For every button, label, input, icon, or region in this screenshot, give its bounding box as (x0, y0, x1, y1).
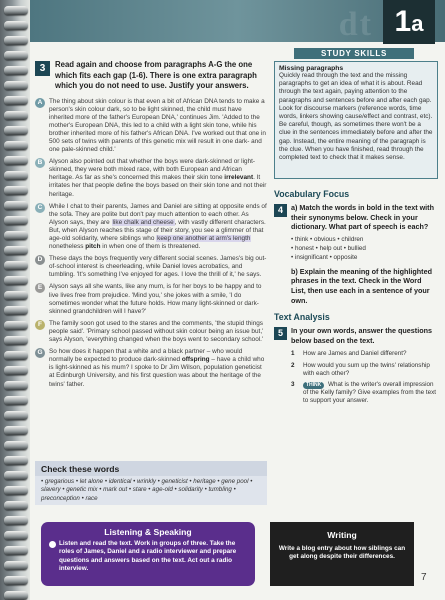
spiral-ring (4, 471, 28, 480)
page-number: 7 (421, 572, 427, 583)
check-word: • geneticist (157, 478, 190, 485)
spiral-ring (4, 126, 28, 135)
paragraph-a (35, 98, 267, 155)
task-4-part-a: a) Match the words in bold in the text with their synonyms below. Check in your dictionary. What part of speech is each? (291, 203, 434, 232)
task-3-number: 3 (35, 61, 50, 76)
question-1-text: How are James and Daniel different? (303, 350, 407, 358)
spiral-ring (4, 306, 28, 315)
spiral-ring (4, 321, 28, 330)
task-3-instruction: Read again and choose from paragraphs A-G the one which fits each gap (1-6). There is one extra paragraph which you do not need to use. Justify your answers. (55, 60, 257, 90)
question-2-number: 2 (291, 361, 295, 369)
spiral-binding (0, 0, 30, 600)
question-3-number: 3 (291, 380, 295, 388)
paragraph-letter-g: G (35, 348, 45, 358)
spiral-ring (4, 156, 28, 165)
spiral-ring (4, 576, 28, 585)
paragraph-e (35, 283, 267, 315)
task-5-number: 5 (274, 327, 287, 340)
vocabulary-focus-heading: Vocabulary Focus (274, 189, 350, 199)
question-1 (274, 350, 438, 358)
think-badge-icon: THINK (303, 382, 324, 389)
check-word: • wrinkly (133, 478, 158, 485)
listening-speaking-title: Listening & Speaking (104, 527, 192, 537)
check-word: • tumbling (204, 486, 234, 494)
spiral-ring (4, 411, 28, 420)
spiral-ring (4, 366, 28, 375)
header-watermark: dt (338, 6, 373, 43)
spiral-ring (4, 546, 28, 555)
check-word: • gene pool (217, 478, 251, 485)
spiral-ring (4, 351, 28, 360)
paragraph-d-text: These days the boys frequently very different social scenes. James's big out-of-school interest is cheerleading, while Daniel loves acrobatics, and tumbling. 'It's something I've enjoyed for ages. I love the thrill of it,' he says. (49, 255, 267, 279)
spiral-ring (4, 246, 28, 255)
synonym-row-1: • think • obvious • children (291, 235, 364, 243)
task-5 (274, 326, 438, 345)
task-3 (35, 60, 267, 92)
spiral-ring (4, 276, 28, 285)
check-these-words-title: Check these words (35, 461, 267, 476)
paragraph-c-keyword: pitch (85, 243, 101, 251)
paragraph-c-text-1: While I chat to their parents, James and Daniel are sitting at opposite ends of the sofa. They are polite but don't pay much attention to each other. As Alyson says, they are (49, 202, 267, 226)
right-column (274, 48, 438, 406)
question-2 (274, 362, 438, 378)
task-4 (274, 203, 438, 232)
check-word: • heritage (189, 478, 218, 485)
paragraph-b-text-end: . It irritates her that people define the boys based on their skin tone and not their heritage. (49, 174, 267, 198)
synonym-row-3: • insignificant • opposite (291, 253, 358, 261)
writing-text: Write a blog entry about how siblings can get along despite their differences. (278, 545, 406, 561)
spiral-ring (4, 531, 28, 540)
paragraph-g-text-2: – have a child who is light-skinned as his mum? I spoke to Dr Jim Wilson, population geneticist at Edinburgh University, and his first question was about the heritage of the twins' father. (49, 356, 265, 388)
paragraph-c-text-2: , with vastly different characters. But, when Alyson reaches this stage of their story, you see a glimmer of that age-old solidarity, where siblings who (49, 218, 266, 242)
highlighted-phrase-chalk-cheese: like chalk and cheese (112, 218, 174, 226)
study-skills-label: STUDY SKILLS (294, 48, 414, 59)
synonym-row-2: • honest • help out • bullied (291, 244, 366, 252)
spiral-ring (4, 291, 28, 300)
question-2-text: How would you sum up the twins' relationship with each other? (303, 361, 430, 377)
paragraph-a-text: The thing about skin colour is that even a bit of African DNA tends to make a person's skin colour dark, so to be light skinned, the child must have inherited more of the father's European DNA,' continues Jim. 'Added to the mother's European DNA, this led to a child with a light skin tone, while his brother inherited more of his father's African DNA. I've worked out that one in 500 sets of twins with parents of this genetic mix will result in one dark- and one pale-skinned child.' (49, 97, 266, 154)
study-skills-text: Quickly read through the text and the missing paragraphs to get an idea of what it is about. Read through the text again, paying attention to the paragraphs and sentences before and after each gap. Look for discourse markers (reference words, time words, linkers showing cause/effect and contrast, etc). Be careful, though, as sometimes there won't be a clue in the sentences immediately before and after the gap. Instead, the entire meaning of the paragraph is the clue. When you have finished, read through the completed text to check that it makes sense. (279, 72, 433, 162)
paragraph-g-keyword: offspring (181, 356, 210, 364)
paragraph-g-text-1: So how does it happen that a white and a black partner – who would normally be expected to produce dark-skinned (49, 348, 243, 364)
spiral-ring (4, 516, 28, 525)
spiral-ring (4, 171, 28, 180)
paragraph-letter-c: C (35, 203, 45, 213)
paragraph-g (35, 348, 267, 388)
unit-letter: a (411, 11, 424, 36)
spiral-ring (4, 201, 28, 210)
question-1-number: 1 (291, 350, 295, 358)
listening-speaking-text: Listen and read the text. Work in groups of three. Take the roles of James, Daniel and a radio interviewer and prepare questions and answers based on the text. Act out a radio interview. (59, 540, 237, 572)
spiral-ring (4, 261, 28, 270)
spiral-ring (4, 456, 28, 465)
paragraph-letter-b: B (35, 158, 45, 168)
task-5-instruction: In your own words, answer the questions below based on the text. (291, 326, 432, 345)
question-3 (274, 381, 438, 406)
paragraph-letter-f: F (35, 320, 45, 330)
listening-speaking-task (49, 540, 247, 573)
spiral-ring (4, 396, 28, 405)
paragraph-c-text-3: nonetheless (49, 243, 84, 251)
spiral-ring (4, 216, 28, 225)
writing-title: Writing (327, 530, 357, 540)
study-skills-title: Missing paragraphs (279, 65, 344, 72)
spiral-ring (4, 36, 28, 45)
paragraph-d (35, 255, 267, 279)
paragraph-letter-d: D (35, 255, 45, 265)
left-column (35, 60, 267, 389)
paragraph-letter-a: A (35, 98, 45, 108)
spiral-ring (4, 51, 28, 60)
check-these-words-box (35, 461, 267, 505)
spiral-ring (4, 96, 28, 105)
spiral-ring (4, 6, 28, 15)
check-word: • let alone (75, 478, 105, 485)
highlighted-phrase-arms-length: keep one another at arm's length (157, 235, 251, 242)
text-analysis-heading: Text Analysis (274, 312, 330, 323)
paragraph-c-text-4: in when one of them is threatened. (102, 243, 201, 251)
spiral-ring (4, 501, 28, 510)
task-4-part-b: b) Explain the meaning of the highlighted phrases in the text. Check in the Word List, then use each in a sentence of your own. (291, 266, 432, 305)
spiral-ring (4, 231, 28, 240)
spiral-ring (4, 561, 28, 570)
check-word: • age-old (148, 486, 175, 494)
spiral-ring (4, 186, 28, 195)
writing-box (270, 522, 414, 586)
task-4-number: 4 (274, 204, 287, 217)
paragraph-f-text: The family soon got used to the stares and the comments, 'the stupid things people said'. 'Primary school passed without skin colour being an issue but,' says Alyson, 'everything changed when the boys went to secondary school.' (49, 319, 264, 344)
check-word: • stare (128, 486, 149, 494)
spiral-ring (4, 591, 28, 600)
check-word: • slavery (41, 478, 253, 494)
check-word: • gregarious (41, 478, 76, 485)
check-word: • identical (104, 478, 134, 485)
paragraph-b-text-start: Alyson also pointed out that whether the boys were dark-skinned or light-skinned, they were both mixed race, with both European and African heritage. As far as she's concerned this makes their skin tone (49, 158, 256, 182)
check-word: • race (81, 494, 98, 502)
spiral-ring (4, 111, 28, 120)
paragraph-f (35, 320, 267, 344)
spiral-ring (4, 381, 28, 390)
audio-cd-icon (49, 541, 56, 548)
spiral-ring (4, 21, 28, 30)
spiral-ring (4, 66, 28, 75)
unit-number: 1 (394, 5, 412, 38)
spiral-ring (4, 486, 28, 495)
paragraph-letter-e: E (35, 283, 45, 293)
check-word: • solidarity (174, 486, 205, 494)
spiral-ring (4, 441, 28, 450)
check-word: • mark out (99, 486, 129, 494)
spiral-ring (4, 141, 28, 150)
spiral-ring (4, 336, 28, 345)
check-word: • preconception (41, 486, 236, 502)
paragraph-b (35, 158, 267, 198)
spiral-ring (4, 81, 28, 90)
study-skills-box (274, 61, 438, 179)
listening-speaking-box (41, 522, 255, 586)
paragraph-b-keyword: irrelevant (224, 174, 254, 182)
question-3-text: What is the writer's overall impression of the Kelly family? Give examples from the text to support your answer. (303, 380, 436, 405)
check-word: • genetic mix (62, 486, 100, 494)
check-these-words-list (35, 476, 267, 505)
spiral-ring (4, 426, 28, 435)
unit-tab (383, 0, 435, 44)
paragraph-c (35, 203, 267, 252)
paragraph-e-text: Alyson says all she wants, like any mum, is for her boys to be happy and to live lives free from prejudice. 'Mind you,' she jokes with a smile, 'I do sometimes wonder what the future holds. How many light-skinned or dark-skinned grandchildren will I have?' (49, 283, 262, 315)
